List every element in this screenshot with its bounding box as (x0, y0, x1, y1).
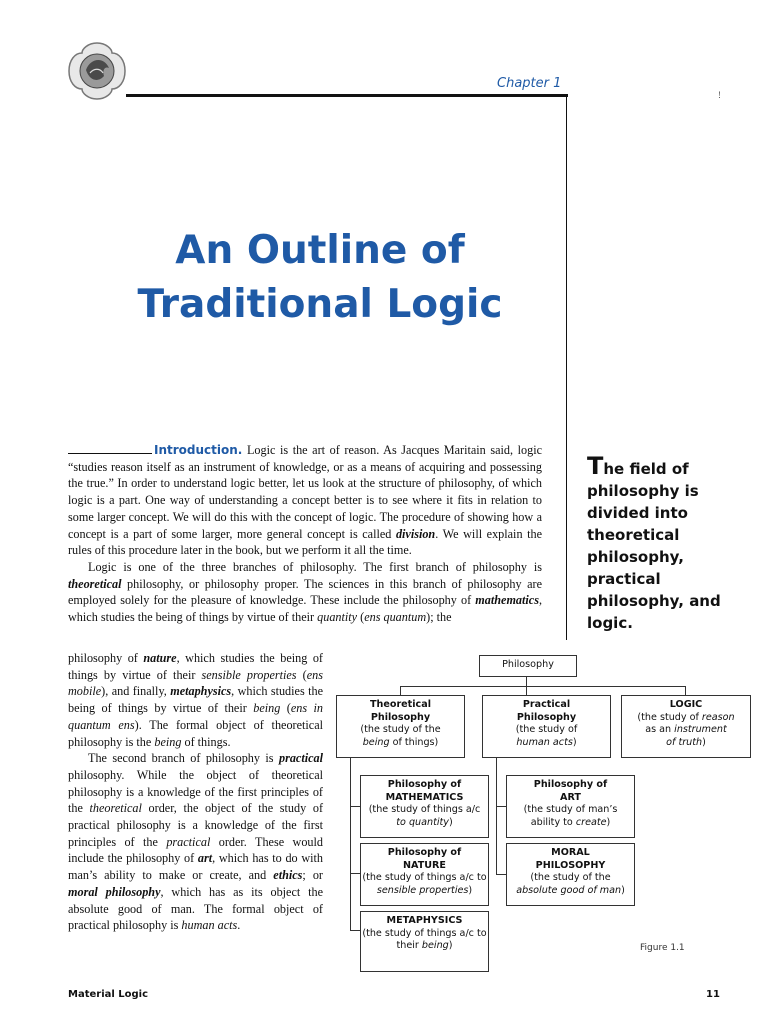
box-subtitle: ) (448, 940, 453, 951)
box-title: MATHEMATICS (385, 791, 464, 803)
box-subtitle: ability to (530, 816, 576, 828)
edge-mark: ! (718, 90, 721, 100)
narrow-column-text (68, 650, 323, 934)
body-text: ), and finally, (101, 684, 171, 699)
box-title: Theoretical (369, 699, 432, 710)
connector-line (496, 758, 497, 874)
box-mathematics (360, 775, 489, 838)
term-practical: practical (278, 751, 323, 766)
pull-quote-text: he field of philosophy is divided into theoretical philosophy, practical philosophy, and logic. (587, 460, 721, 632)
box-metaphysics (360, 911, 489, 972)
box-subtitle: their (396, 940, 422, 951)
term-being: being (154, 734, 182, 749)
term-division: division (395, 526, 436, 541)
body-text: ); the (426, 610, 452, 625)
term-mathematics: mathematics (475, 593, 539, 608)
box-nature (360, 843, 489, 906)
box-subtitle-em: being (362, 736, 390, 748)
intro-paragraphs (68, 442, 542, 626)
box-practical-philosophy (482, 695, 611, 758)
box-subtitle: (the study of the (530, 872, 611, 883)
body-text: philosophy, or philosophy proper. The sciences in this branch of philosophy are employed solely for the pleasure of knowledge. These include the philosophy of (68, 576, 542, 608)
box-subtitle: ) (572, 736, 577, 748)
box-subtitle: (the study of the (360, 724, 441, 735)
box-theoretical-philosophy (336, 695, 465, 758)
box-title: LOGIC (669, 699, 703, 710)
box-subtitle: ) (448, 816, 453, 828)
box-subtitle: of things) (389, 736, 439, 748)
term-nature: nature (143, 651, 177, 665)
box-subtitle: ) (621, 884, 625, 896)
connector-line (526, 676, 527, 686)
box-subtitle: ) (468, 884, 473, 896)
connector-line (496, 874, 506, 875)
body-text: order, the object of the study of practical philosophy is a knowledge of the first principles of the (68, 801, 324, 849)
box-subtitle-em: create (575, 816, 607, 828)
box-art (506, 775, 635, 838)
box-subtitle-em: being (421, 940, 449, 951)
term-sensible: sensible properties (201, 667, 297, 682)
body-text: Logic is one of the three branches of philosophy. The first branch of philosophy is (88, 559, 542, 574)
connector-line (400, 686, 685, 687)
box-title: Philosophy of (387, 779, 462, 790)
box-logic (621, 695, 751, 758)
connector-line (496, 806, 506, 807)
body-text: , which studies the being of things by virtue of their (68, 684, 323, 716)
term-being: being (253, 701, 281, 716)
box-subtitle-em: human acts (516, 736, 573, 748)
box-title: Practical (522, 699, 571, 710)
box-philosophy (479, 655, 577, 677)
term-ens-quantum: ens quantum (364, 610, 427, 625)
term-theoretical: theoretical (68, 576, 122, 591)
box-title: NATURE (403, 859, 446, 871)
box-subtitle: as an (645, 724, 675, 735)
chapter-emblem-icon (66, 40, 128, 102)
box-subtitle-em: reason (701, 711, 735, 723)
body-text: , which has as its object the absolute good of man. The formal object of practical philosophy is (68, 884, 323, 933)
body-text: philosophy. While the object of theoretical philosophy is a knowledge of the first principles of the (68, 767, 323, 816)
title-line-1: An Outline of (175, 228, 465, 273)
figure-caption: Figure 1.1 (640, 943, 685, 953)
intro-text: . We will explain the rules of this procedure later in the book, but we perform it all the time. (68, 526, 542, 558)
chapter-label: Chapter 1 (497, 76, 562, 91)
margin-rule (566, 94, 567, 640)
term-ens-in-quantum: ens in quantum ens (68, 701, 323, 732)
body-text: ; or (302, 868, 323, 883)
box-title: PHILOSOPHY (535, 859, 606, 871)
box-title: ART (560, 791, 581, 803)
box-subtitle: ) (702, 736, 706, 748)
box-title: Philosophy of (387, 847, 462, 858)
term-theoretical: theoretical (89, 801, 142, 816)
body-text: ( (296, 667, 307, 682)
body-text: order. These would include the philosophy of (68, 834, 323, 866)
pull-quote-dropcap: T (587, 452, 604, 480)
term-ethics: ethics (273, 868, 303, 883)
box-title: MORAL (551, 847, 590, 858)
pull-quote (587, 452, 737, 634)
box-subtitle: (the study of things a/c to (362, 872, 487, 883)
term-metaphysics: metaphysics (170, 684, 232, 699)
connector-line (350, 930, 360, 931)
term-human-acts: human acts (181, 918, 238, 933)
body-text: . (237, 918, 241, 933)
term-ens-mobile: ens mobile (68, 667, 323, 699)
box-title: Philosophy (516, 711, 577, 723)
box-subtitle: (the study of things a/c (368, 804, 481, 815)
box-title: METAPHYSICS (386, 915, 463, 926)
box-subtitle-em: sensible properties (376, 884, 469, 896)
connector-line (350, 758, 351, 930)
body-text: , which studies the being of things by virtue of their (68, 593, 542, 625)
box-subtitle: (the study of things a/c to (362, 927, 487, 939)
term-quantity: quantity (317, 610, 358, 625)
body-text: , which studies the being of things by virtue of their (68, 651, 323, 682)
body-text: , which has to do with man’s ability to make or create, and (68, 851, 323, 883)
box-subtitle: (the study of man’s (523, 804, 618, 815)
box-subtitle-em: instrument (674, 724, 727, 735)
term-art: art (197, 851, 213, 866)
box-subtitle: ) (606, 816, 611, 828)
box-title: Philosophy (370, 711, 431, 723)
box-subtitle: (the study of (515, 724, 578, 735)
box-title: Philosophy of (533, 779, 608, 790)
box-subtitle-em: absolute good of man (516, 884, 622, 896)
connector-line (350, 873, 360, 874)
body-text: ( (280, 701, 291, 716)
intro-rule (68, 442, 152, 454)
body-text: ( (357, 610, 365, 625)
intro-text: Logic is the art of reason. As Jacques Maritain said, logic “studies reason itself as an instrument of knowledge, or as a means of acquiring and possessing the true.” In order to understand logic better, let us look at the structure of philosophy, of which logic is a part. One way of understanding a concept better is to see where it fits in relation to some larger concept. We will do this with the concept of logic. The procedure of showing how a concept is a part of some larger, more general concept is called (68, 443, 542, 541)
intro-heading: Introduction. (154, 443, 243, 457)
box-subtitle-em: of truth (666, 736, 703, 748)
box-subtitle-em: to quantity (396, 816, 449, 828)
chapter-title (130, 224, 510, 332)
body-text: philosophy of (68, 651, 144, 665)
page-number: 11 (706, 989, 720, 1000)
body-text: The second branch of philosophy is (88, 751, 279, 766)
connector-line (350, 806, 360, 807)
header-rule (126, 94, 568, 97)
term-moral-philosophy: moral philosophy (68, 884, 161, 899)
box-moral-philosophy (506, 843, 635, 906)
body-text: of things. (181, 734, 231, 749)
box-subtitle: (the study of (637, 711, 702, 723)
box-philosophy-label: Philosophy (502, 659, 554, 670)
term-practical: practical (166, 834, 211, 849)
footer-book-title: Material Logic (68, 989, 149, 1000)
body-text: ). The formal object of theoretical philosophy is the (68, 717, 323, 749)
title-line-2: Traditional Logic (137, 282, 503, 327)
